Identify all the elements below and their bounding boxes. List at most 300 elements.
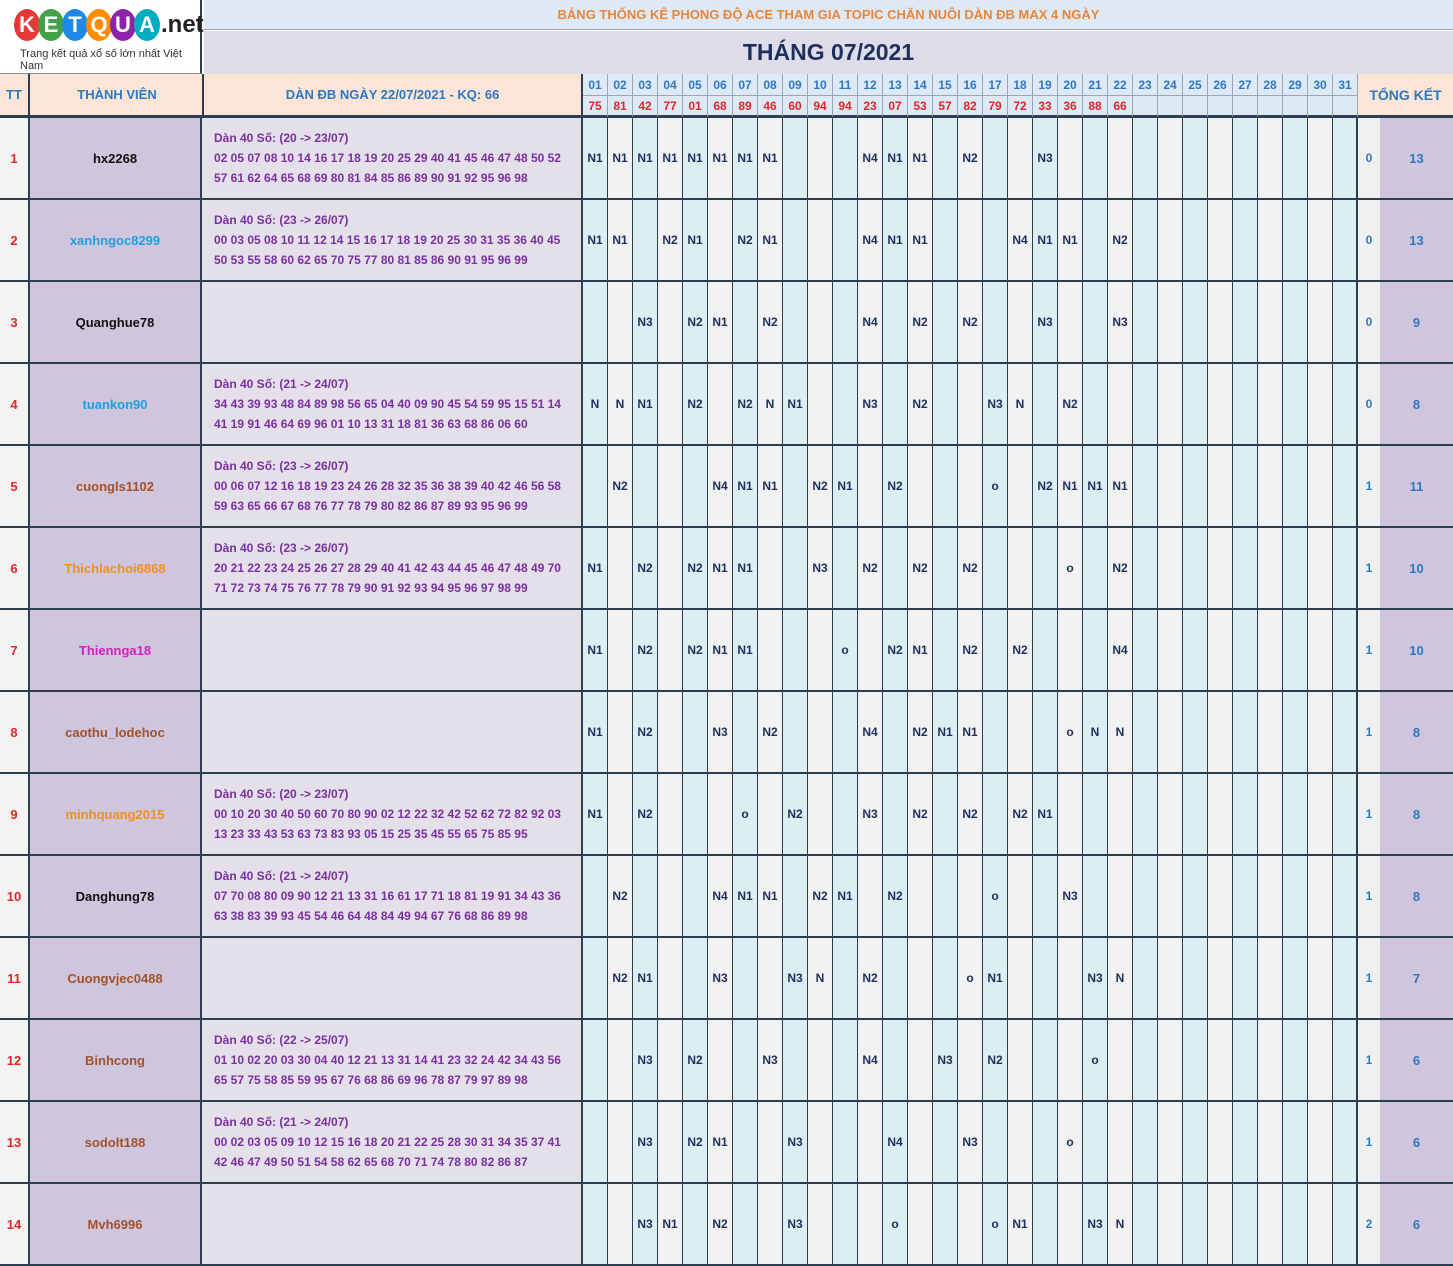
day-header: 03 xyxy=(633,74,658,96)
logo-suffix: .net xyxy=(161,11,204,38)
day-mark xyxy=(933,1102,958,1184)
day-mark: N1 xyxy=(1083,446,1108,528)
day-mark xyxy=(758,1102,783,1184)
day-mark xyxy=(1308,364,1333,446)
total-score: 7 xyxy=(1380,938,1453,1020)
day-mark xyxy=(1033,364,1058,446)
dan-numbers xyxy=(202,282,583,364)
day-mark: N1 xyxy=(658,1184,683,1266)
day-mark xyxy=(1108,774,1133,856)
result-cell: 72 xyxy=(1008,96,1033,118)
day-mark: N xyxy=(608,364,633,446)
day-mark: N xyxy=(1108,1184,1133,1266)
logo-letter: E xyxy=(38,9,64,41)
day-mark xyxy=(583,1020,608,1102)
day-mark: N2 xyxy=(908,692,933,774)
day-mark xyxy=(933,610,958,692)
total-score: 13 xyxy=(1380,118,1453,200)
day-mark xyxy=(958,1184,983,1266)
day-mark: N1 xyxy=(633,364,658,446)
day-mark xyxy=(1158,118,1183,200)
day-mark xyxy=(1158,282,1183,364)
day-mark xyxy=(1058,118,1083,200)
day-mark xyxy=(983,528,1008,610)
day-mark xyxy=(908,446,933,528)
day-mark xyxy=(583,446,608,528)
day-mark xyxy=(1133,200,1158,282)
day-mark xyxy=(1258,774,1283,856)
member-name[interactable]: Cuongvjec0488 xyxy=(28,938,202,1020)
day-mark: N2 xyxy=(758,282,783,364)
day-header: 01 xyxy=(583,74,608,96)
day-mark xyxy=(1233,774,1258,856)
day-mark xyxy=(883,1020,908,1102)
member-name[interactable]: Binhcong xyxy=(28,1020,202,1102)
day-mark xyxy=(933,938,958,1020)
day-mark: N3 xyxy=(633,1020,658,1102)
day-mark xyxy=(658,528,683,610)
day-mark xyxy=(1158,1020,1183,1102)
day-mark: N2 xyxy=(608,856,633,938)
day-mark xyxy=(1058,282,1083,364)
day-mark: N3 xyxy=(708,938,733,1020)
day-mark xyxy=(1208,1184,1233,1266)
day-mark xyxy=(858,1102,883,1184)
day-header: 21 xyxy=(1083,74,1108,96)
day-mark xyxy=(1083,528,1108,610)
day-mark xyxy=(1233,282,1258,364)
day-mark xyxy=(958,1020,983,1102)
day-mark: N1 xyxy=(758,446,783,528)
result-cell: 01 xyxy=(683,96,708,118)
day-mark xyxy=(1308,282,1333,364)
day-mark xyxy=(1008,528,1033,610)
day-mark xyxy=(608,1020,633,1102)
day-mark xyxy=(808,282,833,364)
result-cell: 42 xyxy=(633,96,658,118)
day-mark xyxy=(1308,118,1333,200)
day-mark xyxy=(1033,528,1058,610)
day-mark xyxy=(1233,856,1258,938)
day-mark xyxy=(1283,1184,1308,1266)
member-name[interactable]: Danghung78 xyxy=(28,856,202,938)
day-mark: N1 xyxy=(583,774,608,856)
day-mark xyxy=(1108,1102,1133,1184)
day-mark xyxy=(1083,774,1108,856)
day-mark xyxy=(1233,1184,1258,1266)
member-name[interactable]: xanhngoc8299 xyxy=(28,200,202,282)
day-header: 02 xyxy=(608,74,633,96)
day-mark xyxy=(1133,774,1158,856)
day-mark xyxy=(1033,938,1058,1020)
day-header: 10 xyxy=(808,74,833,96)
day-mark xyxy=(1083,610,1108,692)
day-mark xyxy=(783,1020,808,1102)
day-mark: N xyxy=(758,364,783,446)
member-name[interactable]: Quanghue78 xyxy=(28,282,202,364)
day-mark xyxy=(683,774,708,856)
total-score: 8 xyxy=(1380,692,1453,774)
day-mark xyxy=(758,774,783,856)
day-mark xyxy=(1208,856,1233,938)
day-mark: o xyxy=(983,856,1008,938)
day-mark: N2 xyxy=(808,856,833,938)
day-mark: N2 xyxy=(683,610,708,692)
day-mark xyxy=(1233,692,1258,774)
day-mark xyxy=(1033,1184,1058,1266)
day-mark xyxy=(658,610,683,692)
day-mark xyxy=(1208,1102,1233,1184)
day-mark xyxy=(858,856,883,938)
day-mark: N2 xyxy=(633,528,658,610)
day-mark xyxy=(1183,1020,1208,1102)
day-mark xyxy=(908,1102,933,1184)
day-mark: N4 xyxy=(858,282,883,364)
day-mark xyxy=(1158,1184,1183,1266)
day-header: 08 xyxy=(758,74,783,96)
day-mark xyxy=(1258,118,1283,200)
row-number: 14 xyxy=(0,1184,28,1266)
day-mark xyxy=(1183,528,1208,610)
day-mark xyxy=(983,118,1008,200)
day-mark: N3 xyxy=(783,1184,808,1266)
day-mark xyxy=(733,282,758,364)
dan-line: 71 72 73 74 75 76 77 78 79 90 91 92 93 94 95 96 97 98 99 xyxy=(214,581,528,595)
day-mark xyxy=(1033,610,1058,692)
lose-count: 2 xyxy=(1356,1184,1380,1266)
dan-numbers xyxy=(202,1184,583,1266)
day-mark: N1 xyxy=(1058,200,1083,282)
result-cell xyxy=(1333,96,1358,118)
day-mark: N2 xyxy=(958,774,983,856)
day-mark xyxy=(1208,446,1233,528)
day-mark xyxy=(758,938,783,1020)
dan-line: 00 03 05 08 10 11 12 14 15 16 17 18 19 20 25 30 31 35 36 40 45 xyxy=(214,233,561,247)
day-mark xyxy=(1333,1102,1358,1184)
day-mark xyxy=(783,692,808,774)
lose-count: 1 xyxy=(1356,610,1380,692)
day-mark xyxy=(758,610,783,692)
day-mark xyxy=(1208,528,1233,610)
day-mark xyxy=(1333,610,1358,692)
day-mark: N3 xyxy=(633,282,658,364)
day-mark xyxy=(658,938,683,1020)
dan-numbers xyxy=(202,856,583,938)
member-name[interactable]: cuongls1102 xyxy=(28,446,202,528)
day-mark xyxy=(733,692,758,774)
logo-letter: U xyxy=(110,9,136,41)
day-mark xyxy=(833,118,858,200)
day-mark: N1 xyxy=(1058,446,1083,528)
day-mark xyxy=(733,1184,758,1266)
day-mark xyxy=(833,1102,858,1184)
day-mark xyxy=(658,446,683,528)
day-mark xyxy=(1308,1102,1333,1184)
day-mark xyxy=(1308,1184,1333,1266)
result-cell: 53 xyxy=(908,96,933,118)
day-header: 20 xyxy=(1058,74,1083,96)
result-cell: 77 xyxy=(658,96,683,118)
day-mark xyxy=(1183,200,1208,282)
dan-line: 07 70 08 80 09 90 12 21 13 31 16 61 17 71 18 81 19 91 34 43 36 xyxy=(214,889,561,903)
day-mark: N2 xyxy=(958,282,983,364)
day-mark: N3 xyxy=(1033,118,1058,200)
day-mark xyxy=(1083,118,1108,200)
day-mark: N2 xyxy=(1108,200,1133,282)
total-score: 9 xyxy=(1380,282,1453,364)
day-mark: N1 xyxy=(708,528,733,610)
day-mark xyxy=(1283,118,1308,200)
day-mark xyxy=(658,692,683,774)
day-mark xyxy=(1208,692,1233,774)
day-mark xyxy=(633,856,658,938)
row-number: 9 xyxy=(0,774,28,856)
day-mark: N1 xyxy=(733,610,758,692)
dan-line: 13 23 33 43 53 63 73 83 93 05 15 25 35 45 55 65 75 85 95 xyxy=(214,827,528,841)
ketqua-logo[interactable] xyxy=(0,0,202,74)
row-number: 1 xyxy=(0,118,28,200)
day-header: 28 xyxy=(1258,74,1283,96)
day-mark xyxy=(658,1102,683,1184)
result-cell: 88 xyxy=(1083,96,1108,118)
day-mark xyxy=(1333,118,1358,200)
day-mark xyxy=(1133,1102,1158,1184)
member-name[interactable]: minhquang2015 xyxy=(28,774,202,856)
day-mark: N2 xyxy=(1008,774,1033,856)
dan-heading: Dàn 40 Số: (23 -> 26/07) xyxy=(214,213,349,227)
day-mark xyxy=(1333,856,1358,938)
day-mark xyxy=(1183,118,1208,200)
day-mark xyxy=(833,1020,858,1102)
day-header: 09 xyxy=(783,74,808,96)
day-mark: N3 xyxy=(858,774,883,856)
day-mark: N2 xyxy=(883,610,908,692)
day-mark xyxy=(1233,938,1258,1020)
day-mark: N2 xyxy=(908,774,933,856)
day-mark: N4 xyxy=(1108,610,1133,692)
day-mark xyxy=(708,774,733,856)
day-mark xyxy=(1283,528,1308,610)
day-mark xyxy=(883,528,908,610)
day-mark xyxy=(583,1184,608,1266)
day-mark xyxy=(908,1184,933,1266)
row-number: 10 xyxy=(0,856,28,938)
day-mark: N3 xyxy=(958,1102,983,1184)
member-name[interactable]: Mvh6996 xyxy=(28,1184,202,1266)
day-mark: N3 xyxy=(783,938,808,1020)
header-tt: TT xyxy=(0,74,28,118)
day-mark xyxy=(908,938,933,1020)
day-mark xyxy=(733,938,758,1020)
dan-line: 42 46 47 49 50 51 54 58 62 65 68 70 71 74 78 80 82 86 87 xyxy=(214,1155,528,1169)
day-header: 18 xyxy=(1008,74,1033,96)
day-mark: N2 xyxy=(783,774,808,856)
day-mark xyxy=(608,774,633,856)
day-mark: N2 xyxy=(883,856,908,938)
day-header: 05 xyxy=(683,74,708,96)
day-mark xyxy=(883,282,908,364)
day-mark: N2 xyxy=(958,118,983,200)
day-mark xyxy=(883,364,908,446)
day-mark xyxy=(1183,774,1208,856)
day-mark xyxy=(1008,282,1033,364)
day-mark: N1 xyxy=(708,282,733,364)
day-mark: N4 xyxy=(708,446,733,528)
day-mark xyxy=(783,446,808,528)
member-name[interactable]: caothu_lodehoc xyxy=(28,692,202,774)
result-cell: 60 xyxy=(783,96,808,118)
day-mark: N1 xyxy=(583,200,608,282)
result-cell xyxy=(1283,96,1308,118)
day-mark xyxy=(808,1020,833,1102)
result-cell: 07 xyxy=(883,96,908,118)
day-mark xyxy=(1308,200,1333,282)
day-mark xyxy=(1333,938,1358,1020)
lose-count: 1 xyxy=(1356,1102,1380,1184)
total-score: 10 xyxy=(1380,528,1453,610)
day-mark xyxy=(1158,938,1183,1020)
day-mark xyxy=(1258,446,1283,528)
day-mark xyxy=(1108,364,1133,446)
member-name[interactable]: sodolt188 xyxy=(28,1102,202,1184)
day-mark xyxy=(783,200,808,282)
day-mark xyxy=(1308,446,1333,528)
day-mark xyxy=(1283,938,1308,1020)
day-mark: N2 xyxy=(633,774,658,856)
day-mark xyxy=(1233,200,1258,282)
day-mark xyxy=(1258,856,1283,938)
member-name[interactable]: hx2268 xyxy=(28,118,202,200)
day-mark xyxy=(583,1102,608,1184)
day-mark: N3 xyxy=(633,1184,658,1266)
dan-line: 00 06 07 12 16 18 19 23 24 26 28 32 35 36 38 39 40 42 46 56 58 xyxy=(214,479,561,493)
row-number: 11 xyxy=(0,938,28,1020)
dan-line: 00 02 03 05 09 10 12 15 16 18 20 21 22 25 28 30 31 34 35 37 41 xyxy=(214,1135,561,1149)
day-mark xyxy=(608,1184,633,1266)
dan-numbers xyxy=(202,200,583,282)
day-mark xyxy=(1258,282,1283,364)
lose-count: 1 xyxy=(1356,1020,1380,1102)
result-cell: 46 xyxy=(758,96,783,118)
day-mark xyxy=(1333,1020,1358,1102)
dan-heading: Dàn 40 Số: (22 -> 25/07) xyxy=(214,1033,349,1047)
day-mark: N4 xyxy=(858,118,883,200)
day-mark: N1 xyxy=(758,856,783,938)
member-name[interactable]: Thichlachoi6868 xyxy=(28,528,202,610)
day-mark: N3 xyxy=(1083,938,1108,1020)
day-mark xyxy=(1133,938,1158,1020)
day-mark: N2 xyxy=(1058,364,1083,446)
day-mark xyxy=(933,774,958,856)
day-mark xyxy=(833,282,858,364)
day-mark xyxy=(1283,774,1308,856)
day-mark: N2 xyxy=(683,528,708,610)
lose-count: 0 xyxy=(1356,282,1380,364)
day-mark: N1 xyxy=(958,692,983,774)
day-mark: N3 xyxy=(783,1102,808,1184)
day-mark xyxy=(608,1102,633,1184)
day-mark xyxy=(1233,528,1258,610)
logo-letter: A xyxy=(134,9,160,41)
result-cell xyxy=(1133,96,1158,118)
day-mark: N2 xyxy=(733,200,758,282)
member-name[interactable]: tuankon90 xyxy=(28,364,202,446)
day-mark xyxy=(758,1184,783,1266)
member-name[interactable]: Thiennga18 xyxy=(28,610,202,692)
dan-heading: Dàn 40 Số: (21 -> 24/07) xyxy=(214,377,349,391)
day-mark xyxy=(1158,446,1183,528)
day-mark xyxy=(1183,856,1208,938)
day-mark xyxy=(1283,200,1308,282)
day-header: 04 xyxy=(658,74,683,96)
day-mark xyxy=(1308,528,1333,610)
dan-line: 01 10 02 20 03 30 04 40 12 21 13 31 14 41 23 32 24 42 34 43 56 xyxy=(214,1053,561,1067)
day-mark: N1 xyxy=(1033,774,1058,856)
day-mark: N2 xyxy=(958,528,983,610)
day-mark xyxy=(808,200,833,282)
day-mark: N1 xyxy=(783,364,808,446)
day-mark: N1 xyxy=(908,610,933,692)
day-mark xyxy=(1133,856,1158,938)
day-mark: N1 xyxy=(983,938,1008,1020)
day-mark xyxy=(1133,446,1158,528)
day-mark: N1 xyxy=(733,446,758,528)
day-mark xyxy=(1158,692,1183,774)
day-mark xyxy=(933,1184,958,1266)
day-mark: N2 xyxy=(858,528,883,610)
result-cell xyxy=(1208,96,1233,118)
day-mark xyxy=(983,1102,1008,1184)
day-mark xyxy=(1333,1184,1358,1266)
day-mark: N1 xyxy=(883,200,908,282)
day-mark xyxy=(883,692,908,774)
day-mark: N4 xyxy=(883,1102,908,1184)
day-mark: N1 xyxy=(933,692,958,774)
day-mark xyxy=(983,200,1008,282)
day-mark xyxy=(1083,200,1108,282)
day-mark xyxy=(1258,528,1283,610)
day-mark xyxy=(1133,692,1158,774)
day-mark xyxy=(958,446,983,528)
day-mark xyxy=(608,528,633,610)
day-mark xyxy=(633,446,658,528)
day-mark xyxy=(1308,774,1333,856)
day-mark: N2 xyxy=(733,364,758,446)
day-mark: N3 xyxy=(758,1020,783,1102)
page-title: BẢNG THỐNG KÊ PHONG ĐỘ ACE THAM GIA TOPIC CHĂN NUÔI DÀN ĐB MAX 4 NGÀY xyxy=(204,0,1453,30)
total-score: 6 xyxy=(1380,1020,1453,1102)
day-mark xyxy=(958,364,983,446)
result-cell: 66 xyxy=(1108,96,1133,118)
day-mark xyxy=(683,856,708,938)
day-mark xyxy=(908,856,933,938)
day-header: 30 xyxy=(1308,74,1333,96)
day-mark xyxy=(658,1020,683,1102)
day-mark xyxy=(833,774,858,856)
day-mark xyxy=(1308,938,1333,1020)
day-mark xyxy=(833,200,858,282)
day-mark xyxy=(1233,1020,1258,1102)
row-number: 7 xyxy=(0,610,28,692)
day-mark xyxy=(1183,692,1208,774)
result-cell: 33 xyxy=(1033,96,1058,118)
day-mark xyxy=(658,856,683,938)
day-mark: o xyxy=(983,1184,1008,1266)
dan-numbers xyxy=(202,692,583,774)
day-mark: N1 xyxy=(658,118,683,200)
lose-count: 0 xyxy=(1356,364,1380,446)
day-mark xyxy=(958,856,983,938)
